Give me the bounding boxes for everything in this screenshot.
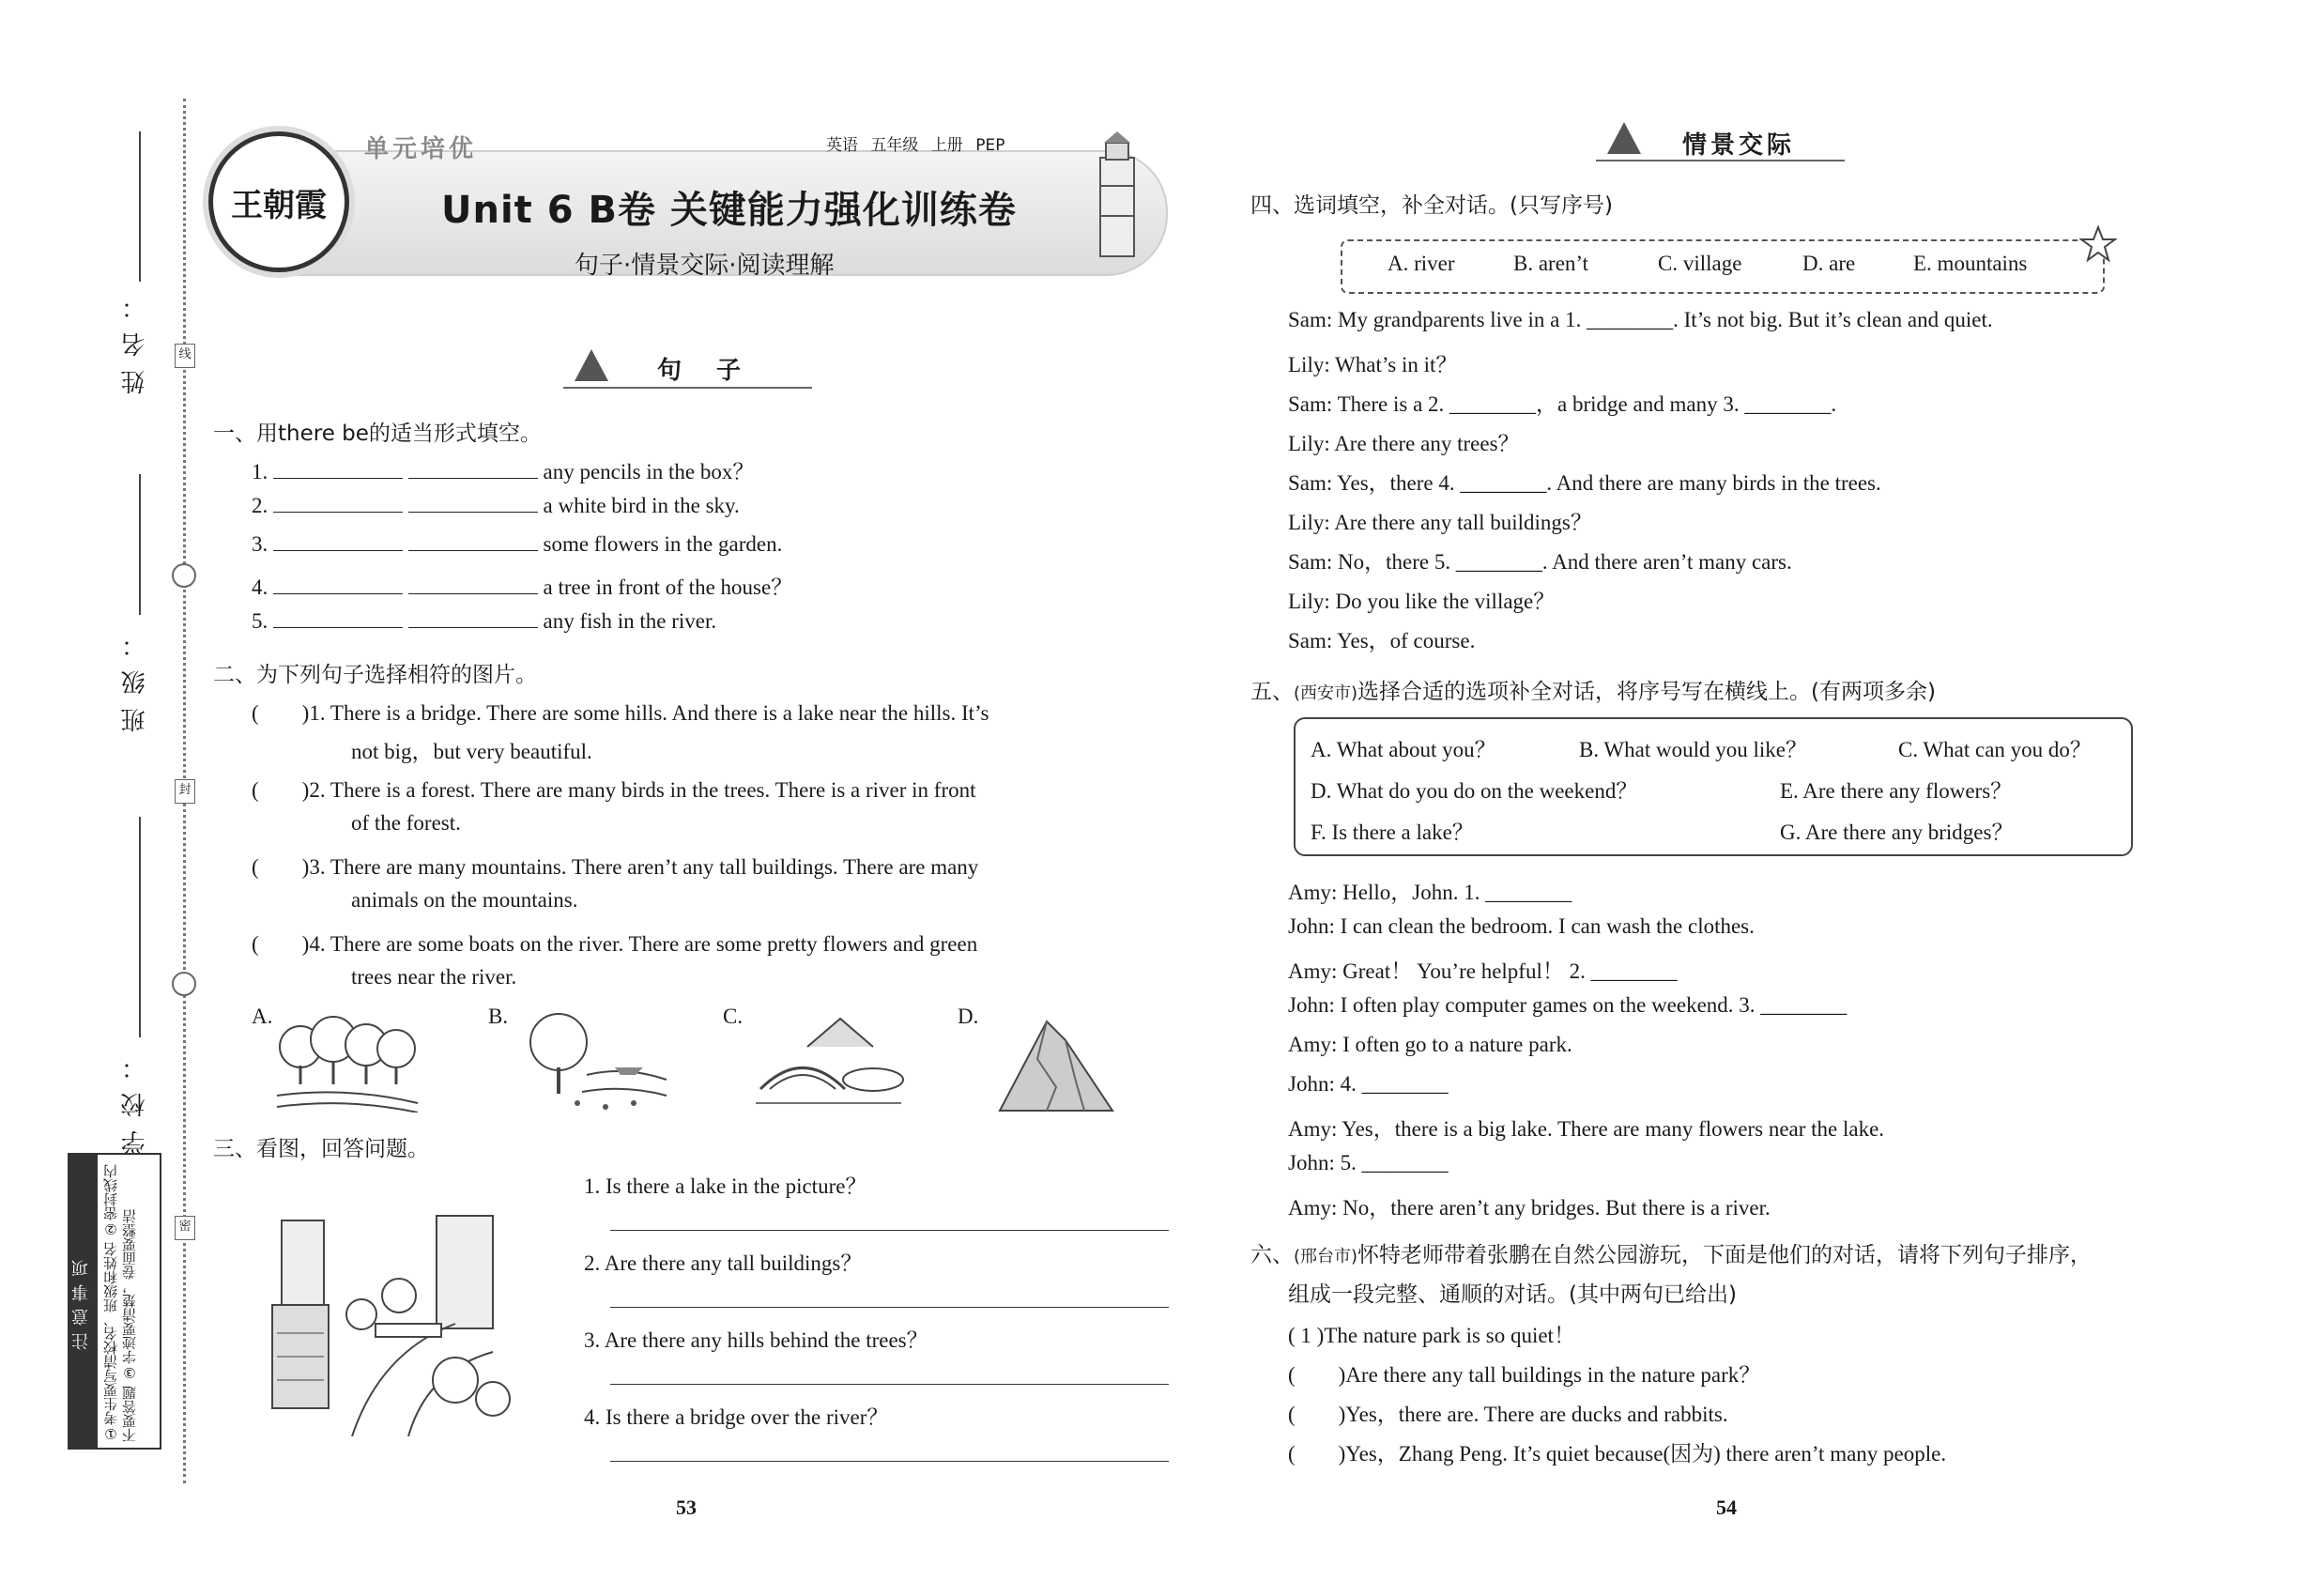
q4-option-d: D. are (1802, 252, 1856, 275)
q5-option-c: C. What can you do？ (1898, 738, 2092, 761)
q2-line-4: of the forest. (351, 811, 461, 835)
notice-body: ①考生要写清校名、班级和姓名 ②密封线内不要答题 ③字迹要清楚，卷面要整洁 (102, 1164, 138, 1442)
river-trees-picture (512, 1009, 671, 1113)
q1-blank[interactable] (273, 459, 403, 479)
q2-line-6: animals on the mountains. (351, 888, 578, 912)
seal-mark-seal: 封 (175, 779, 195, 804)
section-underline (1596, 160, 1845, 161)
notice-box (68, 1153, 161, 1450)
pic-label-d: D. (958, 1005, 979, 1028)
q6-line-4: ( )Yes，Zhang Peng. It’s quiet because(因为) there aren’t many people. (1288, 1442, 1947, 1466)
bridge-hills-picture (751, 1009, 911, 1113)
pic-label-b: B. (488, 1005, 509, 1028)
q3-question-4: 4. Is there a bridge over the river？ (584, 1405, 889, 1429)
page-title: Unit 6 B卷 关键能力强化训练卷 (441, 189, 1017, 232)
q2-line-5: ( )3. There are many mountains. There aren’t any tall buildings. There are many (252, 855, 979, 879)
q4-dialogue-9: Sam: Yes，of course. (1288, 629, 1476, 652)
q5-dialogue-2: John: I can clean the bedroom. I can wash the clothes. (1288, 914, 1755, 938)
q1-blank[interactable] (273, 493, 403, 513)
q2-title: 二、为下列句子选择相符的图片。 (213, 663, 537, 687)
q6-title: 六、(邢台市)怀特老师带着张鹏在自然公园游玩，下面是他们的对话，请将下列句子排序， (1250, 1243, 2093, 1267)
brand-logo (208, 131, 349, 272)
q2-line-1: ( )1. There is a bridge. There are some hills. And there is a lake near the hills. It’s (252, 701, 989, 725)
q4-dialogue-1: Sam: My grandparents live in a 1. ________. It’s not big. But it’s clean and quiet. (1288, 308, 1993, 331)
city-park-picture (268, 1211, 521, 1436)
q3-answer-4[interactable] (610, 1461, 1169, 1462)
q4-title: 四、选词填空，补全对话。(只写序号) (1250, 193, 1613, 218)
page-subtitle: 句子·情景交际·阅读理解 (575, 252, 835, 280)
q1-item-5: 5. any fish in the river. (252, 609, 717, 633)
q4-dialogue-8: Lily: Do you like the village？ (1288, 590, 1556, 613)
q1-blank[interactable] (408, 459, 538, 479)
q4-option-e: E. mountains (1913, 252, 2028, 275)
forest-picture (272, 1009, 422, 1113)
logo-text: 王朝霞 (231, 186, 327, 224)
q3-answer-3[interactable] (610, 1384, 1169, 1385)
q6-line-2: ( )Are there any tall buildings in the nature park？ (1288, 1363, 1761, 1387)
q1-item-2: 2. a white bird in the sky. (252, 494, 740, 517)
q4-dialogue-7: Sam: No，there 5. ________. And there aren’t many cars. (1288, 550, 1792, 574)
q5-option-g: G. Are there any bridges？ (1780, 821, 2014, 844)
school-field[interactable] (139, 817, 141, 1037)
q4-option-c: C. village (1658, 252, 1742, 275)
q5-dialogue-7: Amy: Yes，there is a big lake. There are many flowers near the lake. (1288, 1117, 1885, 1141)
q2-line-2: not big，but very beautiful. (351, 740, 592, 763)
page-number-right: 54 (1716, 1496, 1737, 1519)
seal-mark-line: 线 (175, 344, 195, 368)
q1-blank[interactable] (273, 531, 403, 551)
q4-dialogue-4: Lily: Are there any trees？ (1288, 432, 1520, 455)
q6-line-1: ( 1 )The nature park is so quiet！ (1288, 1324, 1575, 1347)
q1-blank[interactable] (408, 531, 538, 551)
school-label: 学校： (121, 1042, 149, 1155)
pic-label-c: C. (723, 1005, 744, 1028)
q1-blank[interactable] (273, 575, 403, 594)
binding-hole-1 (172, 563, 196, 588)
q1-blank[interactable] (273, 608, 403, 628)
q1-item-4: 4. a tree in front of the house？ (252, 575, 793, 599)
q6-city: (邢台市) (1294, 1247, 1358, 1266)
q1-title: 一、用there be的适当形式填空。 (213, 422, 542, 446)
q2-line-7: ( )4. There are some boats on the river. There are some pretty flowers and green (252, 932, 978, 956)
q2-line-3: ( )2. There is a forest. There are many birds in the trees. There is a river in front (252, 778, 976, 802)
binding-hole-2 (172, 972, 196, 996)
section-title-sentences: 句 子 (657, 357, 755, 385)
meta-tag: 英语 五年级 上册 PEP (826, 136, 1005, 155)
q5-city: (西安市) (1294, 683, 1358, 703)
pic-label-a: A. (252, 1005, 273, 1028)
q1-blank[interactable] (408, 575, 538, 594)
seal-mark-secret: 密 (175, 1216, 195, 1240)
page-number-left: 53 (676, 1496, 697, 1519)
q5-option-a: A. What about you？ (1311, 738, 1496, 761)
sailboat-icon (575, 349, 608, 381)
mountain-picture (990, 1003, 1122, 1120)
q5-dialogue-6: John: 4. ________ (1288, 1072, 1449, 1096)
q5-dialogue-8: John: 5. ________ (1288, 1151, 1449, 1174)
q6-line-3: ( )Yes，there are. There are ducks and rabbits. (1288, 1403, 1728, 1426)
star-icon (2079, 225, 2117, 263)
q4-dialogue-3: Sam: There is a 2. ________，a bridge and many 3. ________. (1288, 392, 1837, 416)
section-title-dialogue: 情景交际 (1682, 131, 1796, 160)
q3-answer-2[interactable] (610, 1307, 1169, 1308)
q3-question-3: 3. Are there any hills behind the trees？ (584, 1328, 928, 1352)
q5-dialogue-3: Amy: Great！ You’re helpful！ 2. ________ (1288, 959, 1678, 983)
q1-item-3: 3. some flowers in the garden. (252, 532, 783, 556)
q1-blank[interactable] (408, 608, 538, 628)
q4-option-b: B. aren’t (1513, 252, 1589, 275)
q3-answer-1[interactable] (610, 1230, 1169, 1231)
q6-title-2: 组成一段完整、通顺的对话。(其中两句已给出) (1288, 1282, 1737, 1307)
q5-option-d: D. What do you do on the weekend？ (1311, 779, 1638, 803)
q5-dialogue-1: Amy: Hello，John. 1. ________ (1288, 881, 1572, 904)
q4-dialogue-6: Lily: Are there any tall buildings？ (1288, 511, 1592, 534)
name-label: 姓名： (121, 282, 149, 394)
q3-question-1: 1. Is there a lake in the picture？ (584, 1174, 867, 1198)
notice-head: 注意事项 (69, 1155, 98, 1448)
q2-line-8: trees near the river. (351, 965, 517, 989)
q5-option-e: E. Are there any flowers？ (1780, 779, 2013, 803)
q5-dialogue-5: Amy: I often go to a nature park. (1288, 1033, 1572, 1056)
class-field[interactable] (139, 474, 141, 615)
q4-option-a: A. river (1388, 252, 1455, 275)
q5-title: 五、(西安市)选择合适的选项补全对话，将序号写在横线上。(有两项多余) (1250, 680, 1936, 704)
q5-option-f: F. Is there a lake？ (1311, 821, 1474, 844)
q4-dialogue-2: Lily: What’s in it？ (1288, 353, 1458, 376)
q1-blank[interactable] (408, 493, 538, 513)
sailboat-icon (1607, 122, 1641, 154)
q3-title: 三、看图，回答问题。 (213, 1137, 429, 1161)
section-underline (563, 387, 812, 389)
lighthouse-icon (1080, 130, 1155, 261)
class-label: 班级： (121, 620, 149, 732)
q5-dialogue-4: John: I often play computer games on the weekend. 3. ________ (1288, 993, 1848, 1017)
q3-question-2: 2. Are there any tall buildings？ (584, 1251, 863, 1275)
q1-item-1: 1. any pencils in the box？ (252, 460, 755, 483)
series-tag: 单元培优 (364, 135, 478, 163)
q4-dialogue-5: Sam: Yes，there 4. ________. And there are many birds in the trees. (1288, 471, 1881, 495)
q5-dialogue-9: Amy: No，there aren’t any bridges. But there is a river. (1288, 1196, 1771, 1220)
name-field[interactable] (139, 131, 141, 282)
q5-option-b: B. What would you like？ (1579, 738, 1807, 761)
